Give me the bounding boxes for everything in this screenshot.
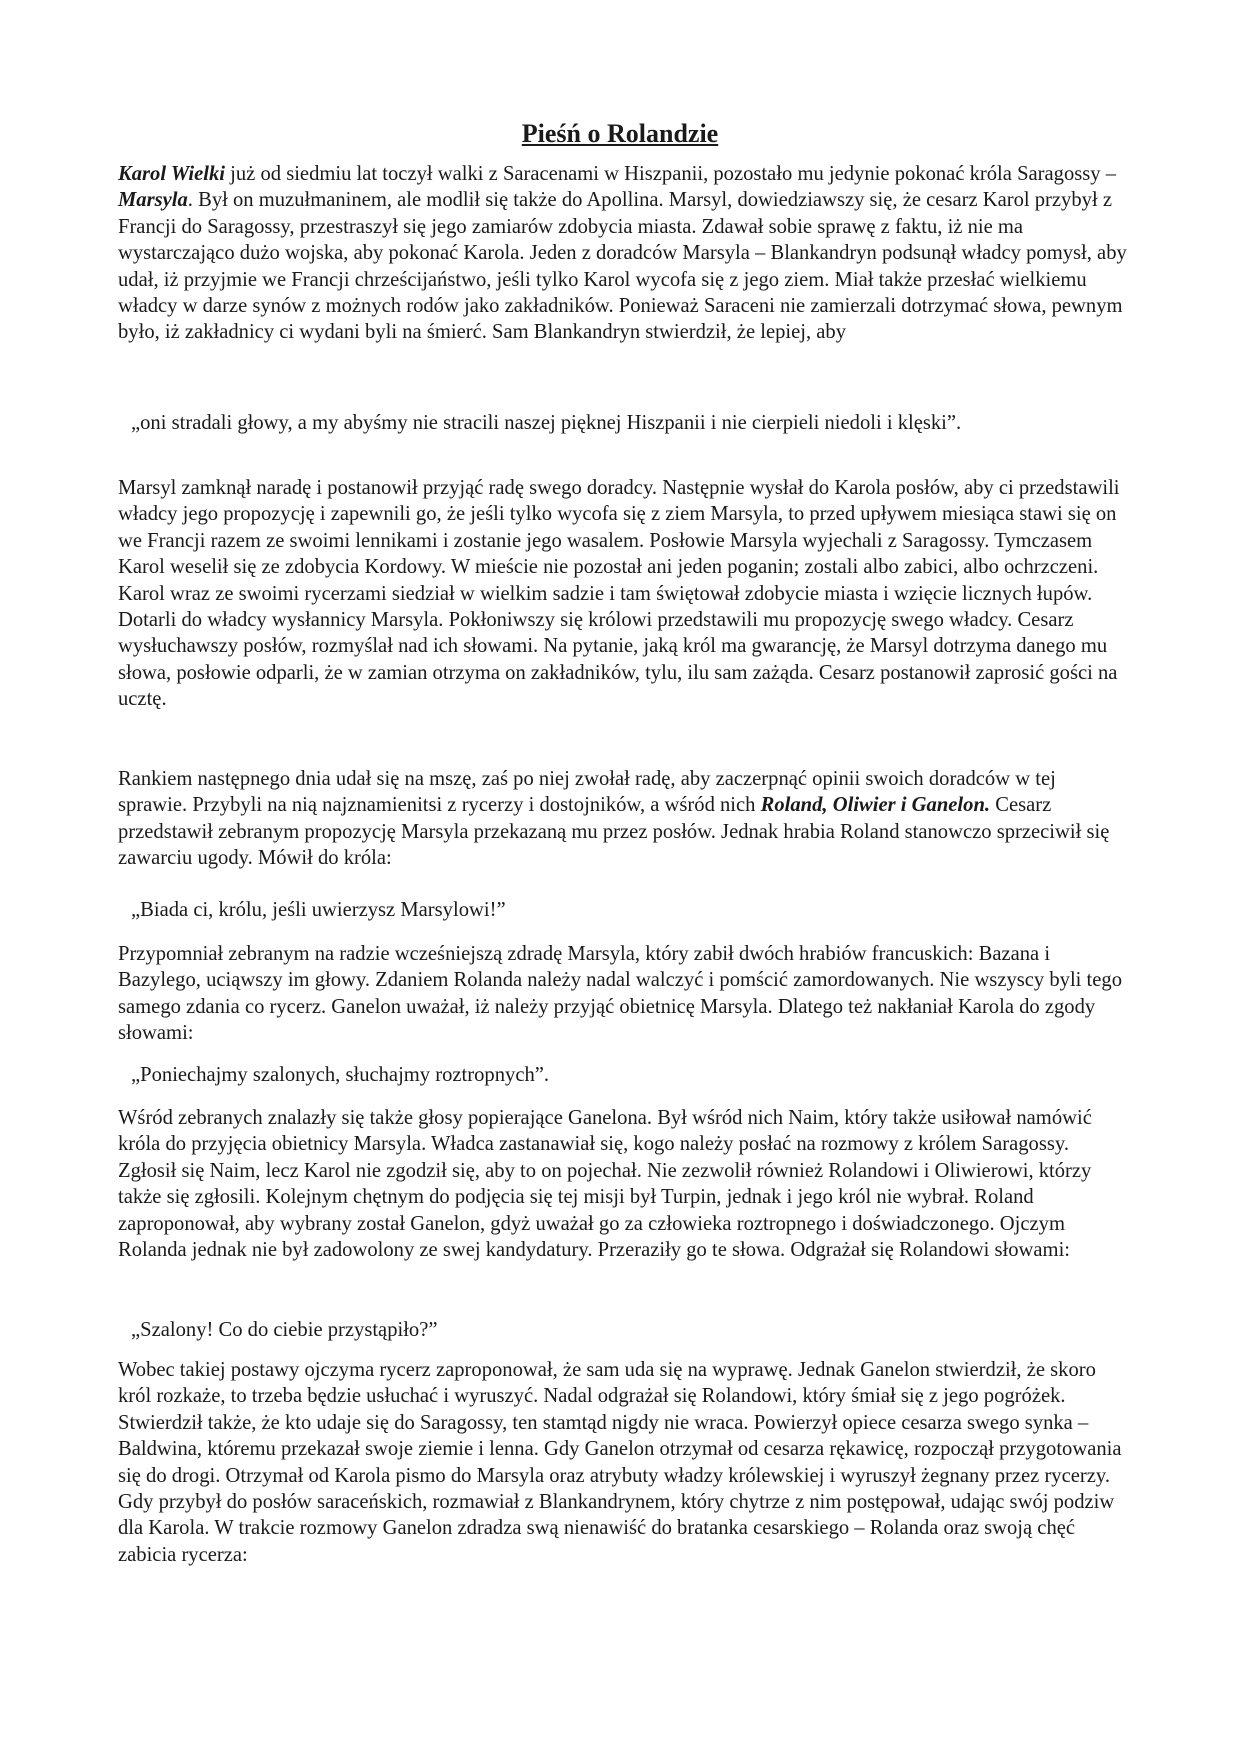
paragraph-1-text-a: już od siedmiu lat toczył walki z Saracenami w Hiszpanii, pozostało mu jedynie pokonać króla Saragossy –: [225, 163, 1117, 185]
paragraph-3-text-a: Rankiem następnego dnia udał się na mszę, zaś po niej zwołał radę, aby zaczerpnąć opinii swoich doradców w tej sprawie. Przybyli na nią najznamienitsi z rycerzy i dostojników, a wśród nich: [118, 768, 1056, 817]
name-karol-wielki: Karol Wielki: [118, 163, 225, 185]
paragraph-1: [118, 161, 1128, 346]
names-roland-oliwier-ganelon: Roland, Oliwier i Ganelon.: [760, 794, 991, 817]
quote-4: „Szalony! Co do ciebie przystąpiło?”: [131, 1319, 438, 1341]
paragraph-3-text-b: Cesarz przedstawił zebranym propozycję Marsyla przekazaną mu przez posłów. Jednak hrabia Roland stanowczo sprzeciwił się zawarciu ugody. Mówił do króla:: [118, 794, 1110, 870]
paragraph-5: Wśród zebranych znalazły się także głosy popierające Ganelona. Był wśród nich Naim, który także usiłował namówić króla do przyjęcia obietnicy Marsyla. Władca zastanawiał się, kogo należy posłać na rozmowy z królem Saragossy. Zgłosił się Naim, lecz Karol nie zgodził się, aby to on pojechał. Nie zezwolił również Rolandowi i Oliwierowi, którzy także się zgłosili. Kolejnym chętnym do podjęcia się tej misji był Turpin, jednak i jego król nie wybrał. Roland zaproponował, aby wybrany został Ganelon, gdyż uważał go za człowieka roztropnego i doświadczonego. Ojczym Rolanda jednak nie był zadowolony ze swej kandydatury. Przeraziły go te słowa. Odgrażał się Rolandowi słowami:: [118, 1107, 1092, 1262]
paragraph-4: Przypomniał zebranym na radzie wcześniejszą zdradę Marsyla, który zabił dwóch hrabiów francuskich: Bazana i Bazylego, uciąwszy im głowy. Zdaniem Rolanda należy nadal walczyć i pomścić zamordowanych. Nie wszyscy byli tego samego zdania co rycerz. Ganelon uważał, iż należy przyjąć obietnicę Marsyla. Dlatego też nakłaniał Karola do zgody słowami:: [118, 943, 1123, 1045]
paragraph-6: Wobec takiej postawy ojczyma rycerz zaproponował, że sam uda się na wyprawę. Jednak Ganelon stwierdził, że skoro król rozkaże, to trzeba będzie usłuchać i wyruszyć. Nadal odgrażał się Rolandowi, który śmiał się z jego pogróżek. Stwierdził także, że kto udaje się do Saragossy, ten stamtąd nigdy nie wraca. Powierzył opiece cesarza swego synka – Baldwina, któremu przekazał swoje ziemie i lenna. Gdy Ganelon otrzymał od cesarza rękawicę, rozpoczął przygotowania się do drogi. Otrzymał od Karola pismo do Marsyla oraz atrybuty władzy królewskiej i wyruszył żegnany przez rycerzy. Gdy przybył do posłów saraceńskich, rozmawiał z Blankandrynem, który chytrze z nim postępował, udając swój podziw dla Karola. W trakcie rozmowy Ganelon zdradza swą nienawiść do bratanka cesarskiego – Rolanda oraz swoją chęć zabicia rycerza:: [118, 1359, 1122, 1566]
paragraph-3: [118, 766, 1128, 872]
quote-1: „oni stradali głowy, a my abyśmy nie stracili naszej pięknej Hiszpanii i nie cierpieli niedoli i klęski”.: [131, 412, 962, 434]
quote-2: „Biada ci, królu, jeśli uwierzysz Marsylowi!”: [131, 899, 506, 921]
quote-3: „Poniechajmy szalonych, słuchajmy roztropnych”.: [131, 1064, 550, 1086]
paragraph-1-text-b: . Był on muzułmaninem, ale modlił się także do Apollina. Marsyl, dowiedziawszy się, że cesarz Karol przybył z Francji do Saragossy, przestraszył się jego zamiarów zdobycia miasta. Zdawał sobie sprawę z faktu, iż nie ma wystarczająco dużo wojska, aby pokonać Karola. Jeden z doradców Marsyla – Blankandryn podsunął władcy pomysł, aby udał, iż przyjmie we Francji chrześcijaństwo, jeśli tylko Karol wycofa się z jego ziem. Miał także przesłać wielkiemu władcy w darze synów z możnych rodów jako zakładników. Ponieważ Saraceni nie zamierzali dotrzymać słowa, pewnym było, iż zakładnicy ci wydani byli na śmierć. Sam Blankandryn stwierdził, że lepiej, aby: [118, 189, 1127, 344]
name-marsyla: Marsyla: [118, 189, 188, 212]
paragraph-2: Marsyl zamknął naradę i postanowił przyjąć radę swego doradcy. Następnie wysłał do Karola posłów, aby ci przedstawili władcy jego propozycję i zapewnili go, że jeśli tylko wycofa się z ziem Marsyla, to przed upływem miesiąca stawi się on we Francji razem ze swoimi lennikami i zostanie jego wasalem. Posłowie Marsyla wyjechali z Saragossy. Tymczasem Karol weselił się ze zdobycia Kordowy. W mieście nie pozostał ani jeden poganin; zostali albo zabici, albo ochrzczeni. Karol wraz ze swoimi rycerzami siedział w wielkim sadzie i tam świętował zdobycie miasta i wzięcie licznych łupów. Dotarli do władcy wysłannicy Marsyla. Pokłoniwszy się królowi przedstawili mu propozycję swego władcy. Cesarz wysłuchawszy posłów, rozmyślał nad ich słowami. Na pytanie, jaką król ma gwarancję, że Marsyl dotrzyma danego mu słowa, posłowie odparli, że w zamian otrzyma on zakładników, tylu, ilu sam zażąda. Cesarz postanowił zaprosić gości na ucztę.: [118, 477, 1120, 711]
document-title: Pieśń o Rolandzie: [521, 119, 719, 148]
